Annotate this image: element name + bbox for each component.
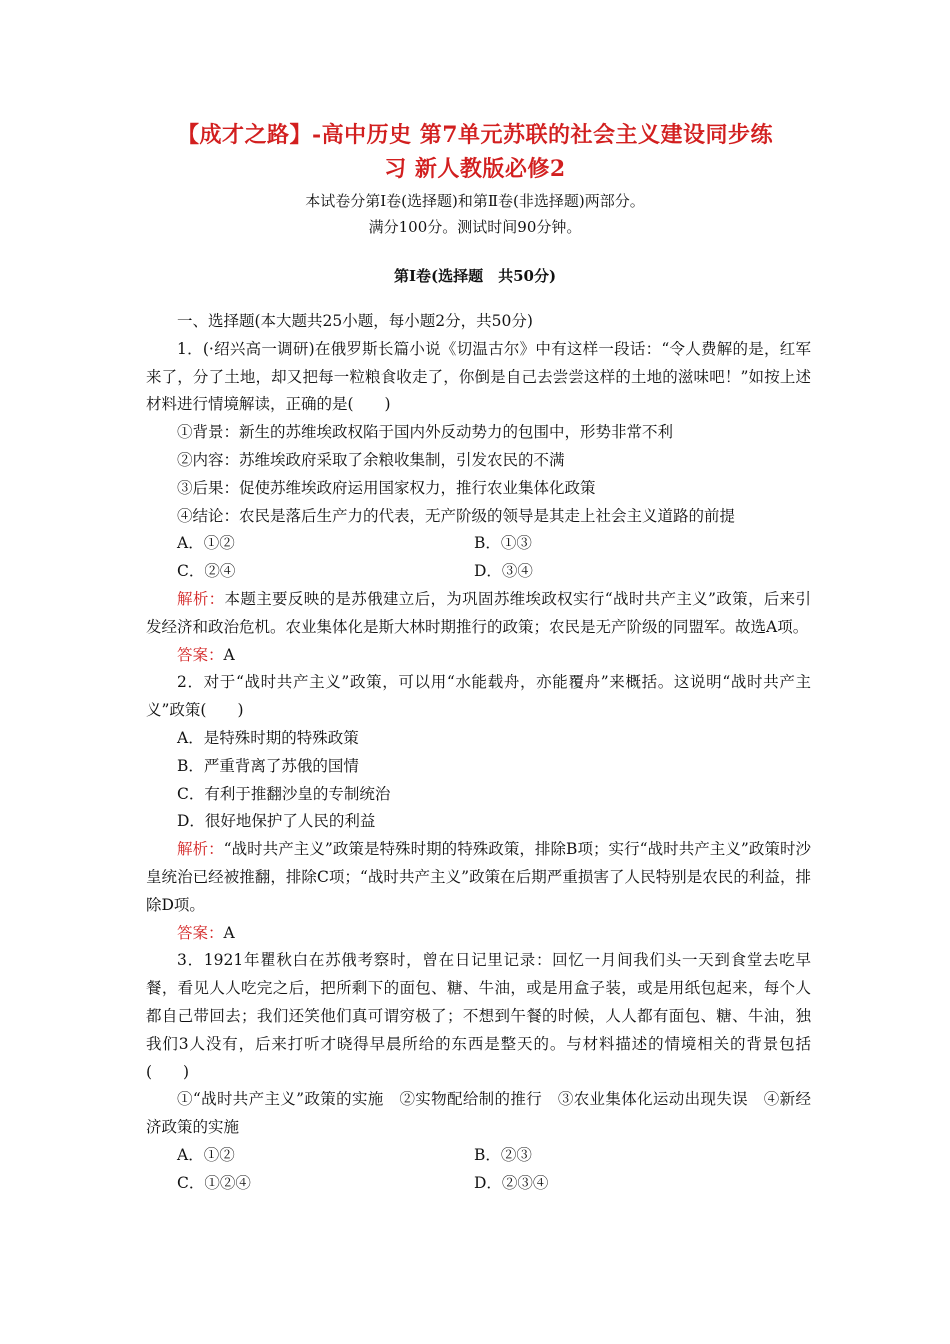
- question-3-option-a: A．①②: [177, 1145, 235, 1164]
- question-1-options-row: [146, 530, 811, 558]
- analysis-text: “战时共产主义”政策是特殊时期的特殊政策，排除B项；实行“战时共产主义”政策时沙皇统治已经被推翻，排除C项；“战时共产主义”政策在后期严重损害了人民特别是农民的利益，排除D项。: [146, 840, 811, 914]
- question-3-option-c: C．①②④: [177, 1173, 251, 1192]
- questions-body: [146, 308, 811, 1198]
- question-1-statement: ③后果：促使苏维埃政府运用国家权力，推行农业集体化政策: [177, 478, 596, 497]
- question-2-analysis: [146, 836, 811, 919]
- exam-structure-note: 本试卷分第Ⅰ卷(选择题)和第Ⅱ卷(非选择题)两部分。: [305, 192, 645, 210]
- question-2-option-c: C．有利于推翻沙皇的专制统治: [177, 784, 391, 803]
- question-3-stem: 3．1921年瞿秋白在苏俄考察时，曾在日记里记录：回忆一月间我们头一天到食堂去吃早餐，看见人人吃完之后，把所剩下的面包、糖、牛油，或是用盒子装，或是用纸包起来，每个人都自己带回去；我们还笑他们真可谓穷极了；不想到午餐的时候，人人都有面包、糖、牛油，独我们3人没有，后来打听才晓得早晨所给的东西是整天的。与材料描述的情境相关的背景包括( ): [146, 951, 811, 1081]
- question-1-options-row: [146, 558, 811, 586]
- question-1-statement: ②内容：苏维埃政府采取了余粮收集制，引发农民的不满: [177, 450, 565, 469]
- question-1-option-a: A．①②: [177, 534, 235, 553]
- analysis-text: 本题主要反映的是苏俄建立后，为巩固苏维埃政权实行“战时共产主义”政策，后来引发经济和政治危机。农业集体化是斯大林时期推行的政策；农民是无产阶级的同盟军。故选A项。: [146, 589, 811, 636]
- question-2-option-d: D．很好地保护了人民的利益: [177, 812, 376, 831]
- document-title-line1: 【成才之路】-高中历史 第7单元苏联的社会主义建设同步练: [176, 122, 774, 148]
- question-2-stem: 2．对于“战时共产主义”政策，可以用“水能载舟，亦能覆舟”来概括。这说明“战时共产主义”政策( ): [146, 673, 811, 720]
- question-1-option-c: C．②④: [177, 562, 236, 581]
- analysis-label: 解析：: [177, 589, 225, 608]
- answer-value: A: [223, 645, 235, 664]
- answer-label: 答案：: [177, 645, 224, 664]
- question-2-answer: [146, 920, 811, 948]
- question-3-option-d: D．②③④: [474, 1173, 549, 1192]
- question-2-option-b: B．严重背离了苏俄的国情: [177, 756, 359, 775]
- section-heading: 第Ⅰ卷(选择题 共50分): [393, 267, 557, 285]
- question-3-statements: ①“战时共产主义”政策的实施 ②实物配给制的推行 ③农业集体化运动出现失误 ④新经济政策的实施: [146, 1090, 811, 1137]
- question-1-statement: ④结论：农民是落后生产力的代表，无产阶级的领导是其走上社会主义道路的前提: [177, 506, 736, 525]
- question-2-option-a: A．是特殊时期的特殊政策: [177, 728, 359, 747]
- analysis-label: 解析：: [177, 840, 224, 859]
- question-1-statement: ①背景：新生的苏维埃政权陷于国内外反动势力的包围中，形势非常不利: [177, 423, 674, 442]
- answer-value: A: [223, 923, 235, 942]
- question-1-stem: 1．(·绍兴高一调研)在俄罗斯长篇小说《切温古尔》中有这样一段话：“令人费解的是，红军来了，分了土地，却又把每一粒粮食收走了，你倒是自己去尝尝这样的土地的滋味吧！”如按上述材料进行情境解读，正确的是( ): [146, 339, 811, 414]
- question-3-options-row: [146, 1170, 811, 1198]
- question-1-answer: [146, 642, 811, 670]
- question-1-option-d: D．③④: [474, 562, 533, 581]
- section-intro: 一、选择题(本大题共25小题，每小题2分，共50分): [177, 312, 533, 330]
- exam-score-time-note: 满分100分。测试时间90分钟。: [368, 218, 582, 236]
- question-1-analysis: [146, 586, 811, 642]
- answer-label: 答案：: [177, 923, 224, 942]
- question-3-options-row: [146, 1142, 811, 1170]
- document-title-line2: 习 新人教版必修2: [384, 156, 566, 182]
- question-3-option-b: B．②③: [474, 1145, 532, 1164]
- question-1-option-b: B．①③: [474, 534, 532, 553]
